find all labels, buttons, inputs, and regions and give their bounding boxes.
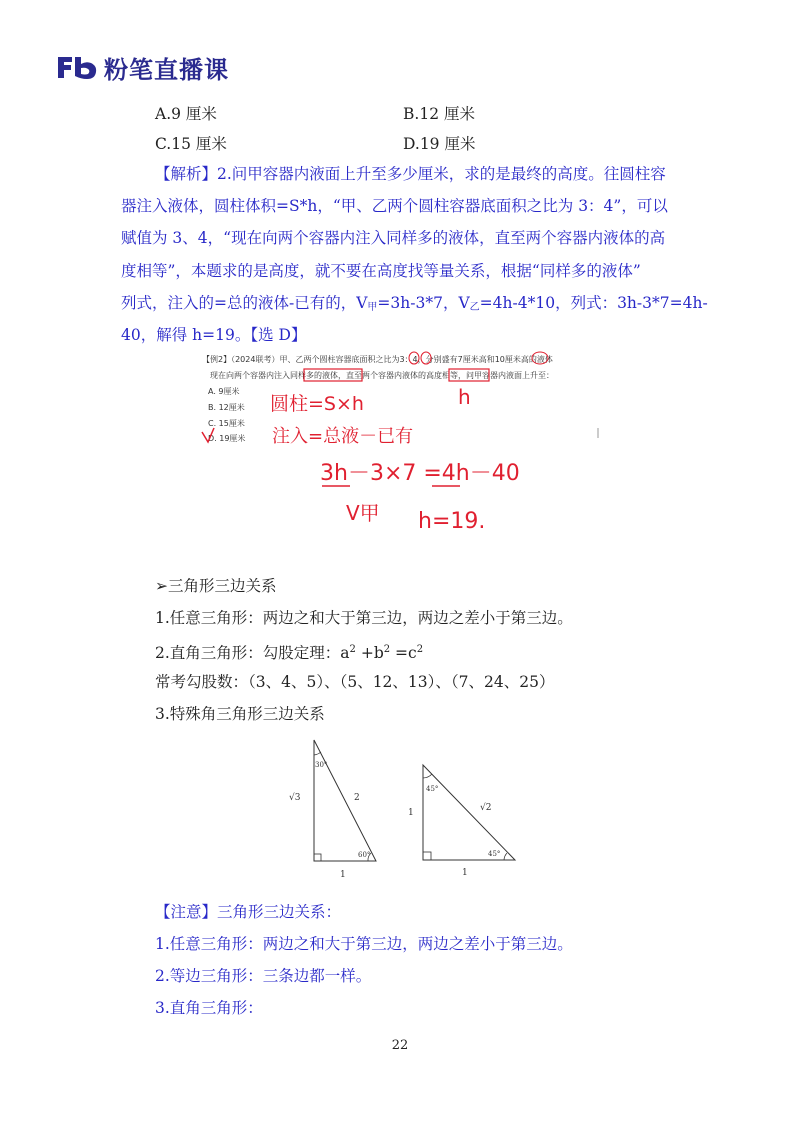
page-number: 22 [391, 1038, 409, 1053]
screenshot-question-2: 现在向两个容器内注入同样多的液体，直至两个容器内液体的高度相等，问甲容器内液面上升至： [210, 371, 554, 380]
note-line-3: 3.直角三角形： [155, 999, 263, 1017]
hand-line-5: h=19. [418, 509, 486, 534]
note-line-2: 2.等边三角形：三条边都一样。 [155, 967, 372, 985]
analysis-line-1: 【解析】2.问甲容器内液面上升至多少厘米，求的是最终的高度。往圆柱容 [155, 165, 666, 183]
fb-logo-icon [56, 54, 98, 80]
svg-text:45°: 45° [426, 785, 439, 793]
screenshot-opt-d: D. 19厘米 [208, 434, 246, 443]
triangle-45-45-90 [400, 760, 530, 880]
brand-logo [56, 52, 229, 82]
handwritten-solution-image [200, 350, 600, 540]
svg-text:30°: 30° [315, 761, 328, 769]
screenshot-opt-a: A. 9厘米 [208, 387, 240, 396]
analysis-line-3: 赋值为 3、4，“现在向两个容器内注入同样多的液体，直至两个容器内液体的高 [121, 229, 666, 247]
option-b: B.12 厘米 [403, 105, 475, 123]
note-line-1: 1.任意三角形：两边之和大于第三边，两边之差小于第三边。 [155, 935, 573, 953]
hand-line-1: 圆柱=S×h [270, 393, 364, 415]
svg-text:45°: 45° [488, 850, 501, 858]
analysis-line-2: 器注入液体，圆柱体积=S*h，“甲、乙两个圆柱容器底面积之比为 3：4”，可以 [121, 197, 668, 215]
hand-line-4: V甲 [346, 501, 380, 525]
option-c: C.15 厘米 [155, 135, 227, 153]
triangle-item-2: 2.直角三角形：勾股定理：$a^2 +b^2 =c^2$ [155, 644, 424, 662]
analysis-line-5: 列式，注入的=总的液体-已有的，$V_甲=3h-3*7$，$V_乙=4h-4*10$，列式：3h-3*7=4h- [121, 294, 708, 313]
svg-text:60°: 60° [358, 851, 371, 859]
analysis-line-4: 度相等”，本题求的是高度，就不要在高度找等量关系，根据“同样多的液体” [121, 262, 641, 280]
note-heading: 【注意】三角形三边关系： [155, 903, 342, 921]
screenshot-opt-b: B. 12厘米 [208, 403, 245, 412]
screenshot-question: 【例2】（2024联考）甲、乙两个圆柱容器底面积之比为3：4，分别盛有7厘米高和10厘米高的液体 [202, 355, 553, 364]
brand-name: 粉笔直播课 [104, 55, 229, 84]
svg-text:1: 1 [462, 868, 468, 878]
section-heading: ➢三角形三边关系 [155, 577, 277, 595]
triangle-item-3: 常考勾股数：（3、4、5）、（5、12、13）、（7、24、25） [155, 673, 555, 691]
triangle-item-4: 3.特殊角三角形三边关系 [155, 705, 325, 723]
svg-text:2: 2 [354, 793, 360, 803]
triangle-30-60-90 [280, 735, 390, 880]
analysis-line-6: 40，解得 h=19。【选 D】 [121, 326, 307, 344]
hand-line-2: 注入=总液－已有 [272, 426, 414, 447]
screenshot-opt-c: C. 15厘米 [208, 419, 245, 428]
svg-text:1: 1 [408, 808, 414, 818]
option-d: D.19 厘米 [403, 135, 476, 153]
svg-text:√2: √2 [480, 803, 492, 813]
svg-text:√3: √3 [289, 793, 301, 803]
svg-text:1: 1 [340, 870, 346, 880]
triangle-item-1: 1.任意三角形：两边之和大于第三边，两边之差小于第三边。 [155, 609, 573, 627]
option-a: A.9 厘米 [155, 105, 217, 123]
hand-h: h [458, 385, 471, 409]
hand-line-3: 3h－3×7 =4h－40 [320, 461, 520, 486]
